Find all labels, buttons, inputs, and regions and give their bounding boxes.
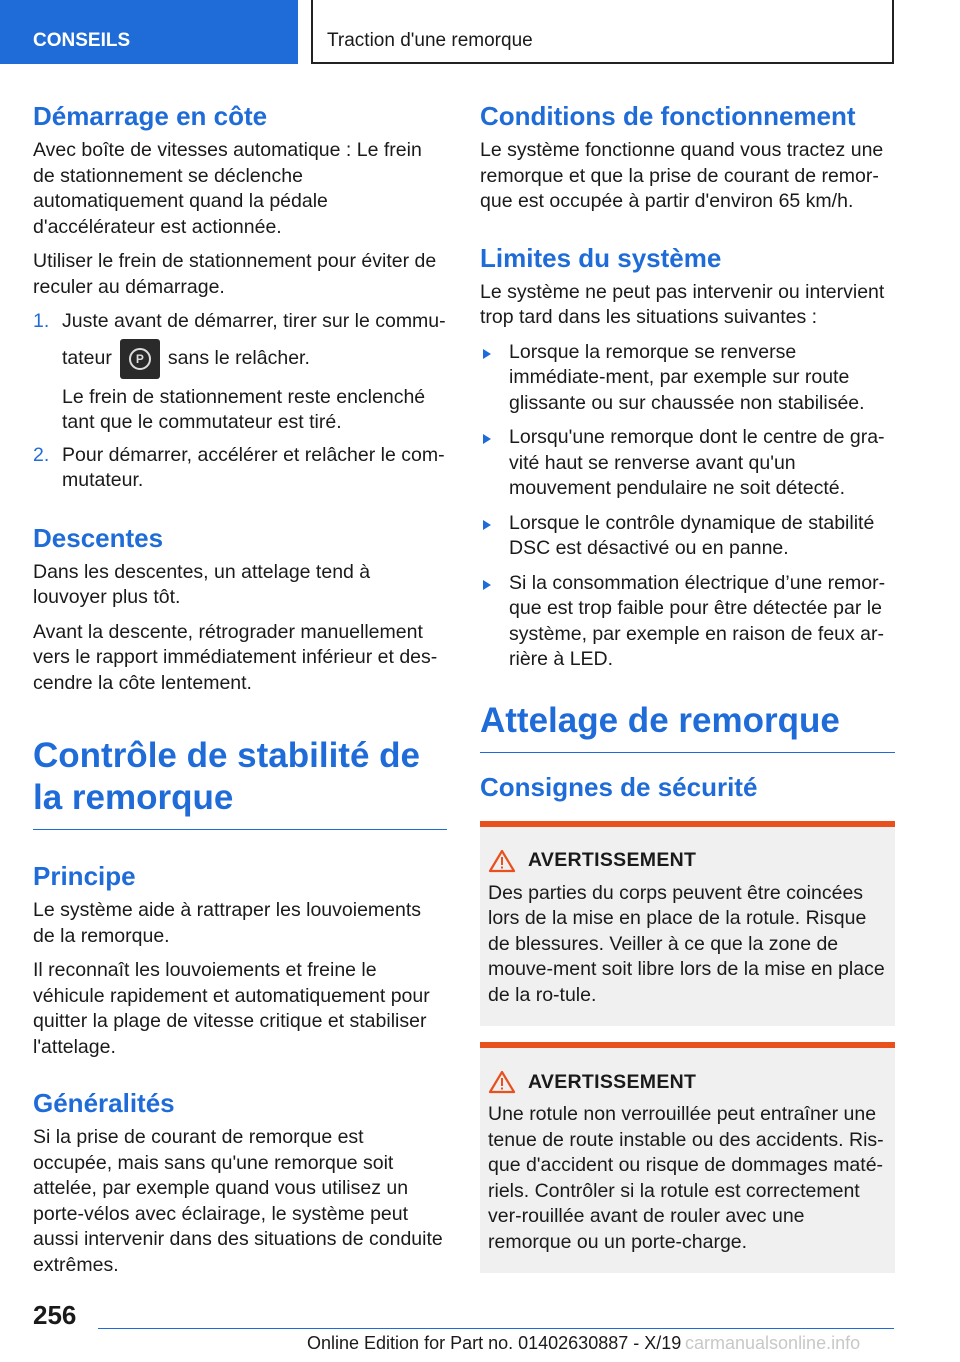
warning-text: Des parties du corps peuvent être coincées lors de la mise en place de la rotule. Risque de blessures. Veiller à ce que la zone de mouve-ment soit libre lors de la mise en place de la ro-tule. [488, 881, 885, 1006]
warning-triangle-icon [488, 1070, 516, 1094]
triangle-bullet-icon [483, 520, 491, 530]
step-subtext: Le frein de stationnement reste enclenché tant que le commutateur est tiré. [62, 385, 426, 433]
step-number: 1. [33, 310, 50, 332]
paragraph: Le système aide à rattraper les louvoiements de la remorque. [33, 899, 422, 947]
paragraph: Utiliser le frein de stationnement pour éviter de reculer au démarrage. [33, 250, 437, 298]
watermark: carmanualsonline.info [685, 1333, 861, 1353]
triangle-bullet-icon [483, 349, 491, 359]
step-item [33, 443, 447, 494]
limits-list [480, 340, 895, 673]
step-text: Pour démarrer, accélérer et relâcher le com-mutateur. [62, 443, 445, 491]
parking-brake-switch-icon: P [120, 339, 160, 379]
heading-limits: Limites du système [480, 242, 722, 273]
step-item [33, 309, 447, 436]
heading-descents: Descentes [33, 522, 164, 553]
step-text: tateur [62, 346, 112, 369]
warning-title: AVERTISSEMENT [528, 1070, 697, 1093]
warning-box [480, 821, 895, 1027]
paragraph: Avant la descente, rétrograder manuellement vers le rapport immédiatement inférieur et des-cendre la côte lentement. [33, 620, 438, 694]
step-text: sans le relâcher. [167, 346, 310, 369]
step-number: 2. [33, 443, 50, 466]
edition-text: Online Edition for Part no. 01402630887 - X/19 [307, 1333, 682, 1353]
heading-principle: Principe [33, 861, 136, 891]
heading-hill-start: Démarrage en côte [33, 101, 268, 131]
footer-divider [98, 1328, 894, 1329]
heading-stability: Contrôle de stabilité de la remorque [33, 735, 447, 830]
list-item-text: Lorsque le contrôle dynamique de stabilité DSC est désactivé ou en panne. [509, 511, 875, 559]
paragraph: Le système fonctionne quand vous tractez une remorque et que la prise de courant de remor-que est occupée à partir d'environ 65 km/h. [480, 139, 884, 212]
section-tab [0, 0, 298, 64]
step-text-line2 [62, 339, 447, 379]
warning-header [488, 1070, 887, 1094]
warning-text: Une rotule non verrouillée peut entraîner une tenue de route instable ou des accidents. Ris-que d'accident ou risque de dommages maté-riels. Contrôler si la rotule est correctement ver-rouillée avant de rouler avec une remorque ou un porte-charge. [488, 1103, 884, 1253]
list-item [480, 571, 895, 673]
list-item [480, 425, 895, 502]
list-item-text: Si la consommation électrique d’une remor-que est trop faible pour être détectée par le système, par exemple en raison de feux ar-rière à LED. [509, 571, 886, 670]
heading-hitch: Attelage de remorque [480, 700, 895, 753]
paragraph: Avec boîte de vitesses automatique : Le frein de stationnement se déclenche automatiquement quand la pédale d'accélérateur est actionnée. [33, 139, 422, 238]
warning-title: AVERTISSEMENT [528, 849, 697, 871]
paragraph: Si la prise de courant de remorque est occupée, mais sans qu'une remorque soit attelée, par exemple quand vous utilisez un porte-vélos avec éclairage, le système peut aussi intervenir dans des situations de conduite extrêmes. [33, 1126, 443, 1276]
section-label: CONSEILS [33, 30, 131, 51]
step-text: Juste avant de démarrer, tirer sur le commu- [62, 310, 446, 332]
list-item [480, 511, 895, 562]
right-column [480, 100, 895, 1289]
left-column [33, 100, 447, 1287]
triangle-bullet-icon [483, 434, 491, 444]
paragraph: Le système ne peut pas intervenir ou intervient trop tard dans les situations suivantes : [480, 280, 885, 328]
triangle-bullet-icon [483, 580, 491, 590]
chapter-title: Traction d'une remorque [327, 30, 533, 51]
warning-box [480, 1042, 895, 1273]
list-item-text: Lorsque la remorque se renverse immédiate-ment, par exemple sur route glissante ou sur chaussée non stabilisée. [509, 340, 865, 414]
list-item-text: Lorsqu'une remorque dont le centre de gra-vité haut se renverse avant qu'un mouvement pendulaire ne soit détecté. [509, 426, 885, 499]
warning-header [488, 849, 887, 873]
heading-safety: Consignes de sécurité [480, 771, 758, 802]
paragraph: Dans les descentes, un attelage tend à louvoyer plus tôt. [33, 560, 371, 608]
warning-triangle-icon [488, 849, 516, 873]
list-item [480, 340, 895, 417]
heading-conditions: Conditions de fonctionnement [480, 101, 856, 131]
paragraph: Il reconnaît les louvoiements et freine le véhicule rapidement et automatiquement pour quitter la plage de vitesse critique et stabiliser l'attelage. [33, 959, 430, 1058]
heading-general: Généralités [33, 1088, 175, 1118]
chapter-title-box [311, 0, 894, 64]
steps-list [33, 309, 447, 494]
page-number: 256 [33, 1300, 77, 1330]
